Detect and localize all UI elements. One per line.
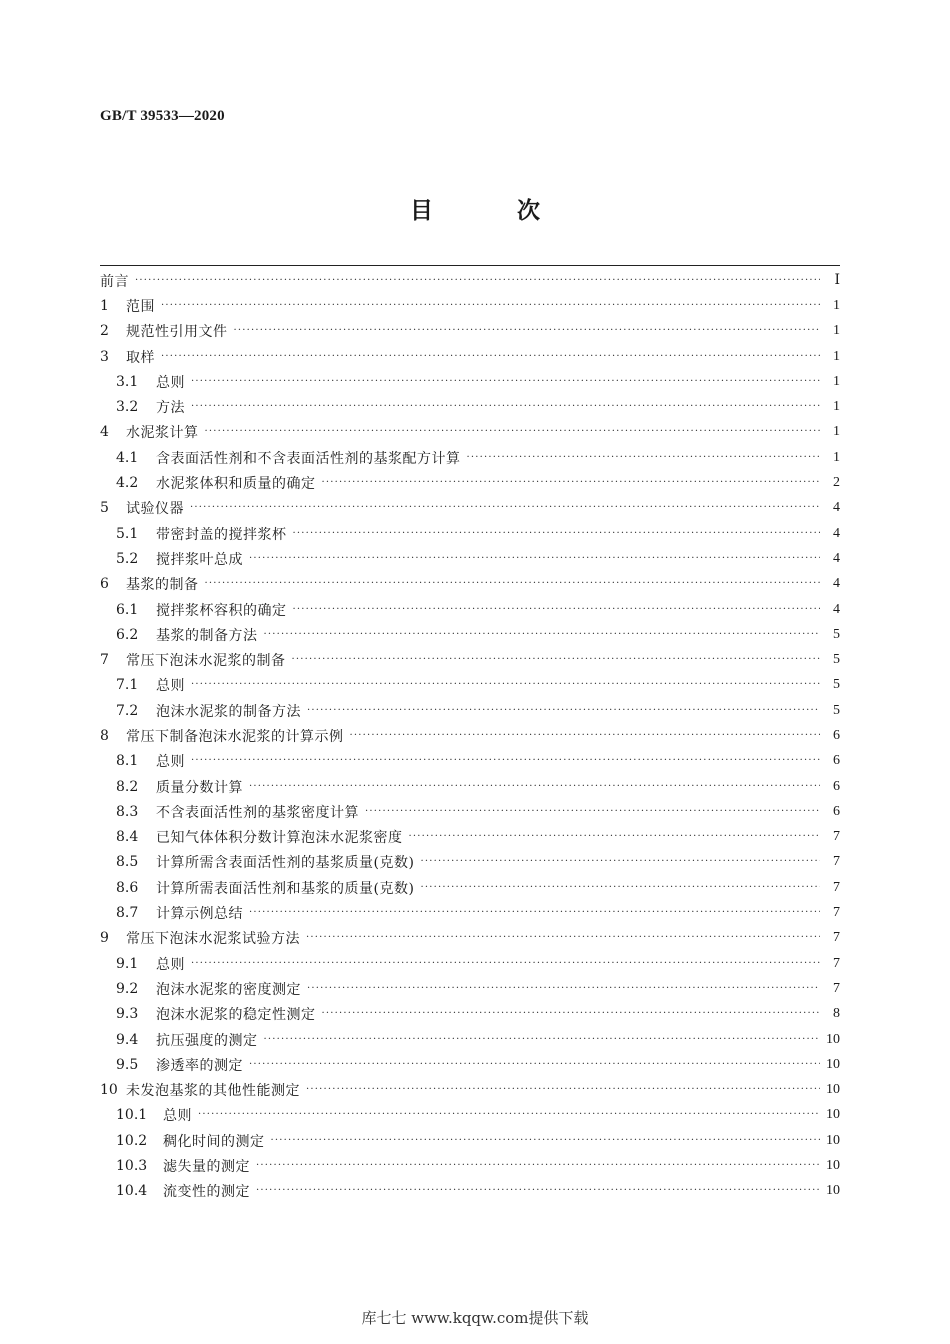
toc-dot-leader — [249, 554, 820, 564]
toc-entry-title: 总则 — [156, 956, 185, 973]
toc-entry-title: 常压下泡沫水泥浆的制备 — [126, 653, 286, 670]
toc-entry-title: 计算所需含表面活性剂的基浆质量(克数) — [156, 855, 415, 872]
toc-entry[interactable] — [100, 926, 840, 951]
toc-entry-title: 渗透率的测定 — [156, 1057, 243, 1074]
toc-entry-title: 不含表面活性剂的基浆密度计算 — [156, 804, 359, 821]
standard-code: GB/T 39533—2020 — [100, 108, 225, 124]
toc-entry-title: 未发泡基浆的其他性能测定 — [126, 1083, 300, 1100]
toc-dot-leader — [293, 605, 821, 615]
toc-entry-page: 1 — [833, 373, 840, 389]
toc-dot-leader — [191, 756, 820, 766]
toc-entry-title: 水泥浆体积和质量的确定 — [156, 476, 316, 493]
toc-entry-number: 6.2 — [116, 626, 139, 643]
toc-entry-title: 已知气体体积分数计算泡沫水泥浆密度 — [156, 830, 403, 847]
toc-entry-title: 方法 — [156, 400, 185, 417]
toc-entry-title: 常压下制备泡沫水泥浆的计算示例 — [126, 728, 344, 745]
toc-dot-leader — [205, 427, 821, 437]
toc-entry-number: 9.5 — [116, 1056, 139, 1073]
toc-entry[interactable] — [100, 319, 840, 344]
toc-entry-number: 5 — [100, 500, 109, 517]
toc-entry-number: 10.1 — [116, 1107, 148, 1124]
toc-entry[interactable] — [100, 799, 840, 824]
toc-entry-page: 7 — [833, 980, 840, 996]
toc-dot-leader — [161, 352, 820, 362]
toc-entry[interactable] — [100, 1078, 840, 1103]
toc-entry-title: 试验仪器 — [126, 501, 184, 518]
toc-dot-leader — [264, 1035, 821, 1045]
toc-entry-number: 2 — [100, 323, 109, 340]
toc-dot-leader — [307, 984, 820, 994]
toc-entry-title: 搅拌浆叶总成 — [156, 551, 243, 568]
toc-entry-number: 8 — [100, 727, 109, 744]
toc-dot-leader — [409, 832, 821, 842]
toc-entry-number: 3.2 — [116, 399, 139, 416]
toc-entry-page: 7 — [833, 854, 840, 870]
toc-entry-page: 5 — [833, 652, 840, 668]
toc-entry-number: 10.2 — [116, 1132, 148, 1149]
toc-entry-page: 4 — [833, 550, 840, 566]
toc-entry[interactable] — [100, 951, 840, 976]
toc-entry-page: 6 — [833, 803, 840, 819]
toc-entry[interactable] — [100, 546, 840, 571]
toc-entry[interactable] — [100, 774, 840, 799]
toc-entry-page: 1 — [833, 449, 840, 465]
toc-dot-leader — [249, 1060, 820, 1070]
toc-entry[interactable] — [100, 369, 840, 394]
toc-entry[interactable] — [100, 496, 840, 521]
toc-entry-page: 7 — [833, 955, 840, 971]
toc-entry-page: 1 — [833, 424, 840, 440]
toc-entry-page: 7 — [833, 905, 840, 921]
toc-entry-title: 取样 — [126, 349, 155, 366]
toc-entry-number: 6 — [100, 576, 109, 593]
toc-entry-page: 4 — [833, 601, 840, 617]
toc-entry[interactable] — [100, 673, 840, 698]
toc-entry-number: 5.1 — [116, 525, 139, 542]
toc-entry[interactable] — [100, 1153, 840, 1178]
toc-entry-page: 8 — [833, 1006, 840, 1022]
toc-entry-title: 基浆的制备方法 — [156, 627, 258, 644]
toc-entry[interactable] — [100, 1002, 840, 1027]
toc-entry-page: 1 — [833, 399, 840, 415]
toc-divider — [100, 265, 840, 266]
toc-entry-title: 常压下泡沫水泥浆试验方法 — [126, 931, 300, 948]
toc-entry[interactable] — [100, 344, 840, 369]
toc-dot-leader — [191, 959, 820, 969]
toc-entry-title: 总则 — [156, 754, 185, 771]
toc-entry-page: 4 — [833, 576, 840, 592]
toc-entry-number: 3 — [100, 348, 109, 365]
toc-entry-page: 1 — [833, 348, 840, 364]
toc-dot-leader — [191, 377, 820, 387]
toc-entry[interactable] — [100, 825, 840, 850]
toc-entry-number: 4.1 — [116, 449, 139, 466]
toc-entry-title: 泡沫水泥浆的稳定性测定 — [156, 1007, 316, 1024]
toc-entry-number: 7.2 — [116, 702, 139, 719]
toc-entry[interactable] — [100, 647, 840, 672]
toc-entry-title: 含表面活性剂和不含表面活性剂的基浆配方计算 — [156, 450, 461, 467]
footer-source-note: 库七七 www.kqqw.com提供下载 — [361, 1309, 589, 1327]
toc-entry-number: 8.5 — [116, 854, 139, 871]
toc-entry[interactable] — [100, 470, 840, 495]
toc-dot-leader — [292, 655, 821, 665]
toc-entry[interactable] — [100, 875, 840, 900]
toc-dot-leader — [256, 1186, 820, 1196]
toc-entry-title: 流变性的测定 — [163, 1184, 250, 1201]
toc-dot-leader — [467, 453, 821, 463]
toc-entry-number: 8.4 — [116, 829, 139, 846]
toc-dot-leader — [161, 301, 820, 311]
toc-entry-number: 8.1 — [116, 753, 139, 770]
toc-entry[interactable] — [100, 1052, 840, 1077]
toc-entry-page: 10 — [826, 1183, 840, 1199]
toc-dot-leader — [264, 630, 821, 640]
toc-dot-leader — [256, 1161, 820, 1171]
toc-entry-title: 计算示例总结 — [156, 906, 243, 923]
toc-entry-page: 10 — [826, 1158, 840, 1174]
toc-entry[interactable] — [100, 749, 840, 774]
toc-entry-number: 8.3 — [116, 803, 139, 820]
toc-entry-title: 搅拌浆杯容积的确定 — [156, 602, 287, 619]
toc-entry-number: 7 — [100, 652, 109, 669]
toc-entry-title: 泡沫水泥浆的密度测定 — [156, 981, 301, 998]
toc-entry-page: 10 — [826, 1132, 840, 1148]
toc-dot-leader — [135, 276, 820, 286]
toc-entry[interactable] — [100, 420, 840, 445]
toc-entry[interactable] — [100, 1103, 840, 1128]
toc-entry[interactable] — [100, 698, 840, 723]
toc-entry-number: 8.6 — [116, 879, 139, 896]
toc-dot-leader — [306, 1085, 820, 1095]
toc-dot-leader — [249, 908, 820, 918]
toc-entry-number: 7.1 — [116, 677, 139, 694]
toc-dot-leader — [205, 579, 821, 589]
toc-entry-title: 范围 — [126, 298, 155, 315]
toc-dot-leader — [190, 503, 820, 513]
toc-dot-leader — [234, 326, 821, 336]
toc-entry-page: 6 — [833, 727, 840, 743]
toc-dot-leader — [271, 1136, 821, 1146]
toc-dot-leader — [306, 933, 820, 943]
toc-entry-number: 8.7 — [116, 905, 139, 922]
table-of-contents — [100, 268, 840, 1204]
toc-entry-number: 9 — [100, 930, 109, 947]
toc-entry-number: 6.1 — [116, 601, 139, 618]
toc-entry-page: 10 — [826, 1107, 840, 1123]
toc-entry-title: 前言 — [100, 273, 129, 290]
toc-entry-title: 带密封盖的搅拌浆杯 — [156, 526, 287, 543]
toc-entry-page: 1 — [833, 297, 840, 313]
toc-dot-leader — [322, 1009, 821, 1019]
toc-dot-leader — [350, 731, 821, 741]
toc-entry-number: 4.2 — [116, 475, 139, 492]
toc-entry-number: 4 — [100, 424, 109, 441]
toc-dot-leader — [365, 807, 820, 817]
toc-entry-title: 规范性引用文件 — [126, 324, 228, 341]
toc-entry-number: 9.3 — [116, 1006, 139, 1023]
toc-entry-title: 总则 — [156, 374, 185, 391]
toc-entry-number: 9.1 — [116, 955, 139, 972]
toc-entry-number: 8.2 — [116, 778, 139, 795]
toc-entry-page: 1 — [833, 323, 840, 339]
toc-entry-number: 10 — [100, 1082, 118, 1099]
toc-entry-page: 5 — [833, 626, 840, 642]
toc-entry-title: 水泥浆计算 — [126, 425, 199, 442]
toc-entry[interactable] — [100, 723, 840, 748]
toc-entry-page: 7 — [833, 930, 840, 946]
toc-dot-leader — [249, 782, 820, 792]
toc-entry[interactable] — [100, 293, 840, 318]
toc-entry[interactable] — [100, 900, 840, 925]
toc-entry-page: 6 — [833, 753, 840, 769]
toc-entry-number: 9.2 — [116, 980, 139, 997]
toc-entry[interactable] — [100, 521, 840, 546]
toc-entry-page: 10 — [826, 1056, 840, 1072]
toc-entry[interactable] — [100, 976, 840, 1001]
toc-entry-title: 总则 — [163, 1108, 192, 1125]
toc-entry-page: Ⅰ — [834, 273, 840, 289]
toc-entry[interactable] — [100, 1179, 840, 1204]
toc-dot-leader — [198, 1110, 820, 1120]
toc-entry[interactable] — [100, 622, 840, 647]
page-title: 目 次 — [409, 198, 578, 224]
toc-entry-number: 5.2 — [116, 550, 139, 567]
toc-dot-leader — [191, 402, 820, 412]
toc-entry-number: 9.4 — [116, 1031, 139, 1048]
toc-dot-leader — [420, 883, 820, 893]
toc-entry-title: 滤失量的测定 — [163, 1159, 250, 1176]
toc-dot-leader — [293, 529, 821, 539]
toc-entry-title: 泡沫水泥浆的制备方法 — [156, 703, 301, 720]
toc-entry-page: 5 — [833, 677, 840, 693]
toc-entry[interactable] — [100, 1128, 840, 1153]
toc-entry-page: 2 — [833, 475, 840, 491]
toc-entry[interactable] — [100, 572, 840, 597]
toc-entry-page: 6 — [833, 778, 840, 794]
toc-entry[interactable] — [100, 1027, 840, 1052]
toc-entry-number: 10.4 — [116, 1183, 148, 1200]
toc-entry-page: 5 — [833, 702, 840, 718]
toc-entry-page: 7 — [833, 829, 840, 845]
toc-dot-leader — [191, 680, 820, 690]
toc-entry-title: 计算所需表面活性剂和基浆的质量(克数) — [156, 880, 415, 897]
toc-entry[interactable] — [100, 394, 840, 419]
toc-entry-number: 3.1 — [116, 373, 139, 390]
toc-dot-leader — [322, 478, 821, 488]
toc-entry[interactable] — [100, 268, 840, 293]
toc-entry-title: 抗压强度的测定 — [156, 1032, 258, 1049]
toc-entry-title: 质量分数计算 — [156, 779, 243, 796]
toc-dot-leader — [420, 857, 820, 867]
toc-entry-number: 1 — [100, 297, 109, 314]
toc-entry-page: 7 — [833, 879, 840, 895]
toc-dot-leader — [307, 706, 820, 716]
toc-entry[interactable] — [100, 445, 840, 470]
toc-entry[interactable] — [100, 850, 840, 875]
toc-entry-title: 稠化时间的测定 — [163, 1133, 265, 1150]
toc-entry-page: 10 — [826, 1031, 840, 1047]
toc-entry-number: 10.3 — [116, 1158, 148, 1175]
toc-entry-title: 总则 — [156, 678, 185, 695]
toc-entry[interactable] — [100, 597, 840, 622]
toc-entry-page: 4 — [833, 500, 840, 516]
toc-entry-title: 基浆的制备 — [126, 577, 199, 594]
toc-entry-page: 10 — [826, 1082, 840, 1098]
toc-entry-page: 4 — [833, 525, 840, 541]
